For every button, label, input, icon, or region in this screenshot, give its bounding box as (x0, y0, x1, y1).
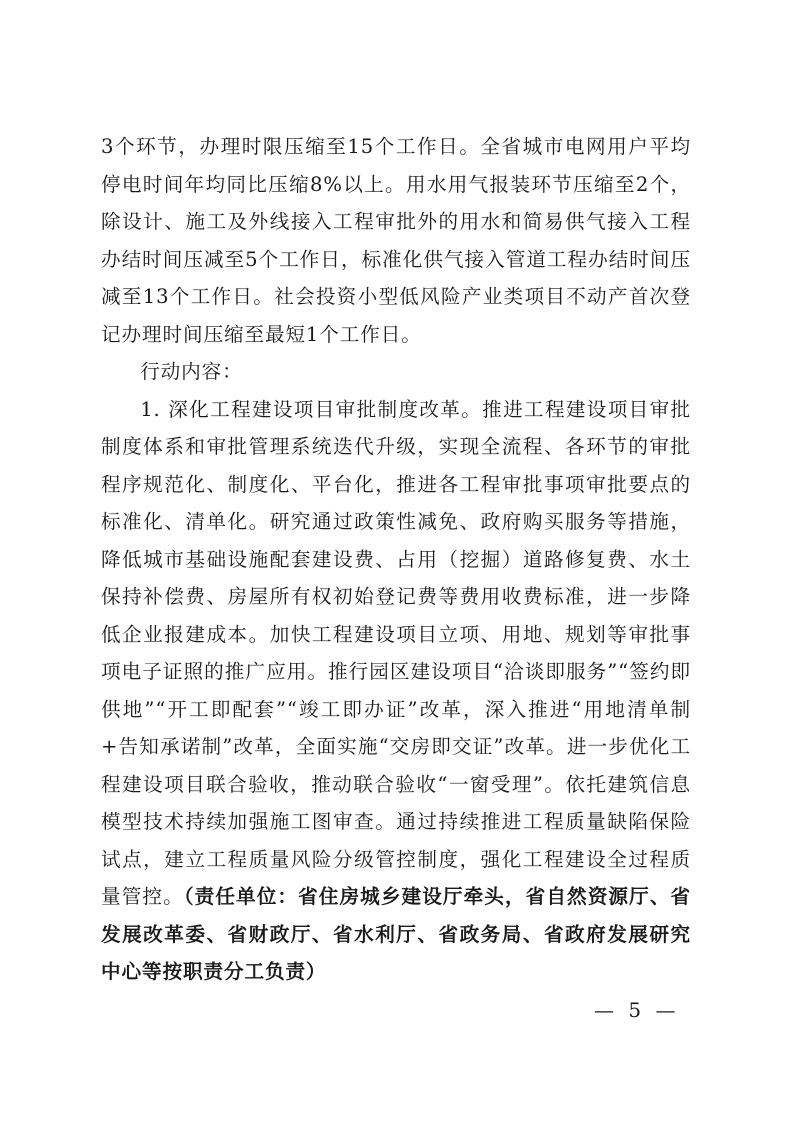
document-body (101, 128, 691, 991)
section-heading: 行动内容： (140, 360, 243, 383)
action-item-1 (101, 391, 691, 991)
page-number: — 5 — (594, 998, 680, 1022)
action-item-1-body: 1. 深化工程建设项目审批制度改革。推进工程建设项目审批制度体系和审批管理系统迭代升级，实现全流程、各环节的审批程序规范化、制度化、平台化，推进各工程审批事项审批要点的标准化、清单化。研究通过政策性减免、政府购买服务等措施，降低城市基础设施配套建设费、占用（挖掘）道路修复费、水土保持补偿费、房屋所有权初始登记费等费用收费标准，进一步降低企业报建成本。加快工程建设项目立项、用地、规划等审批事项电子证照的推广应用。推行园区建设项目“洽谈即服务”“签约即供地”“开工即配套”“竣工即办证”改革，深入推进“用地清单制+告知承诺制”改革，全面实施“交房即交证”改革。进一步优化工程建设项目联合验收，推动联合验收“一窗受理”。依托建筑信息模型技术持续加强施工图审查。通过持续推进工程质量缺陷保险试点，建立工程质量风险分级管控制度，强化工程建设全过程质量管控。 (101, 397, 691, 908)
responsibility-note: （责任单位：省住房城乡建设厅牵头，省自然资源厅、省发展改革委、省财政厅、省水利厅、省政务局、省政府发展研究中心等按职责分工负责） (101, 885, 691, 983)
paragraph-continuation: 3个环节，办理时限压缩至15个工作日。全省城市电网用户平均停电时间年均同比压缩8%以上。用水用气报装环节压缩至2个，除设计、施工及外线接入工程审批外的用水和简易供气接入工程办结时间压减至5个工作日，标准化供气接入管道工程办结时间压减至13个工作日。社会投资小型低风险产业类项目不动产首次登记办理时间压缩至最短1个工作日。 (101, 135, 691, 346)
